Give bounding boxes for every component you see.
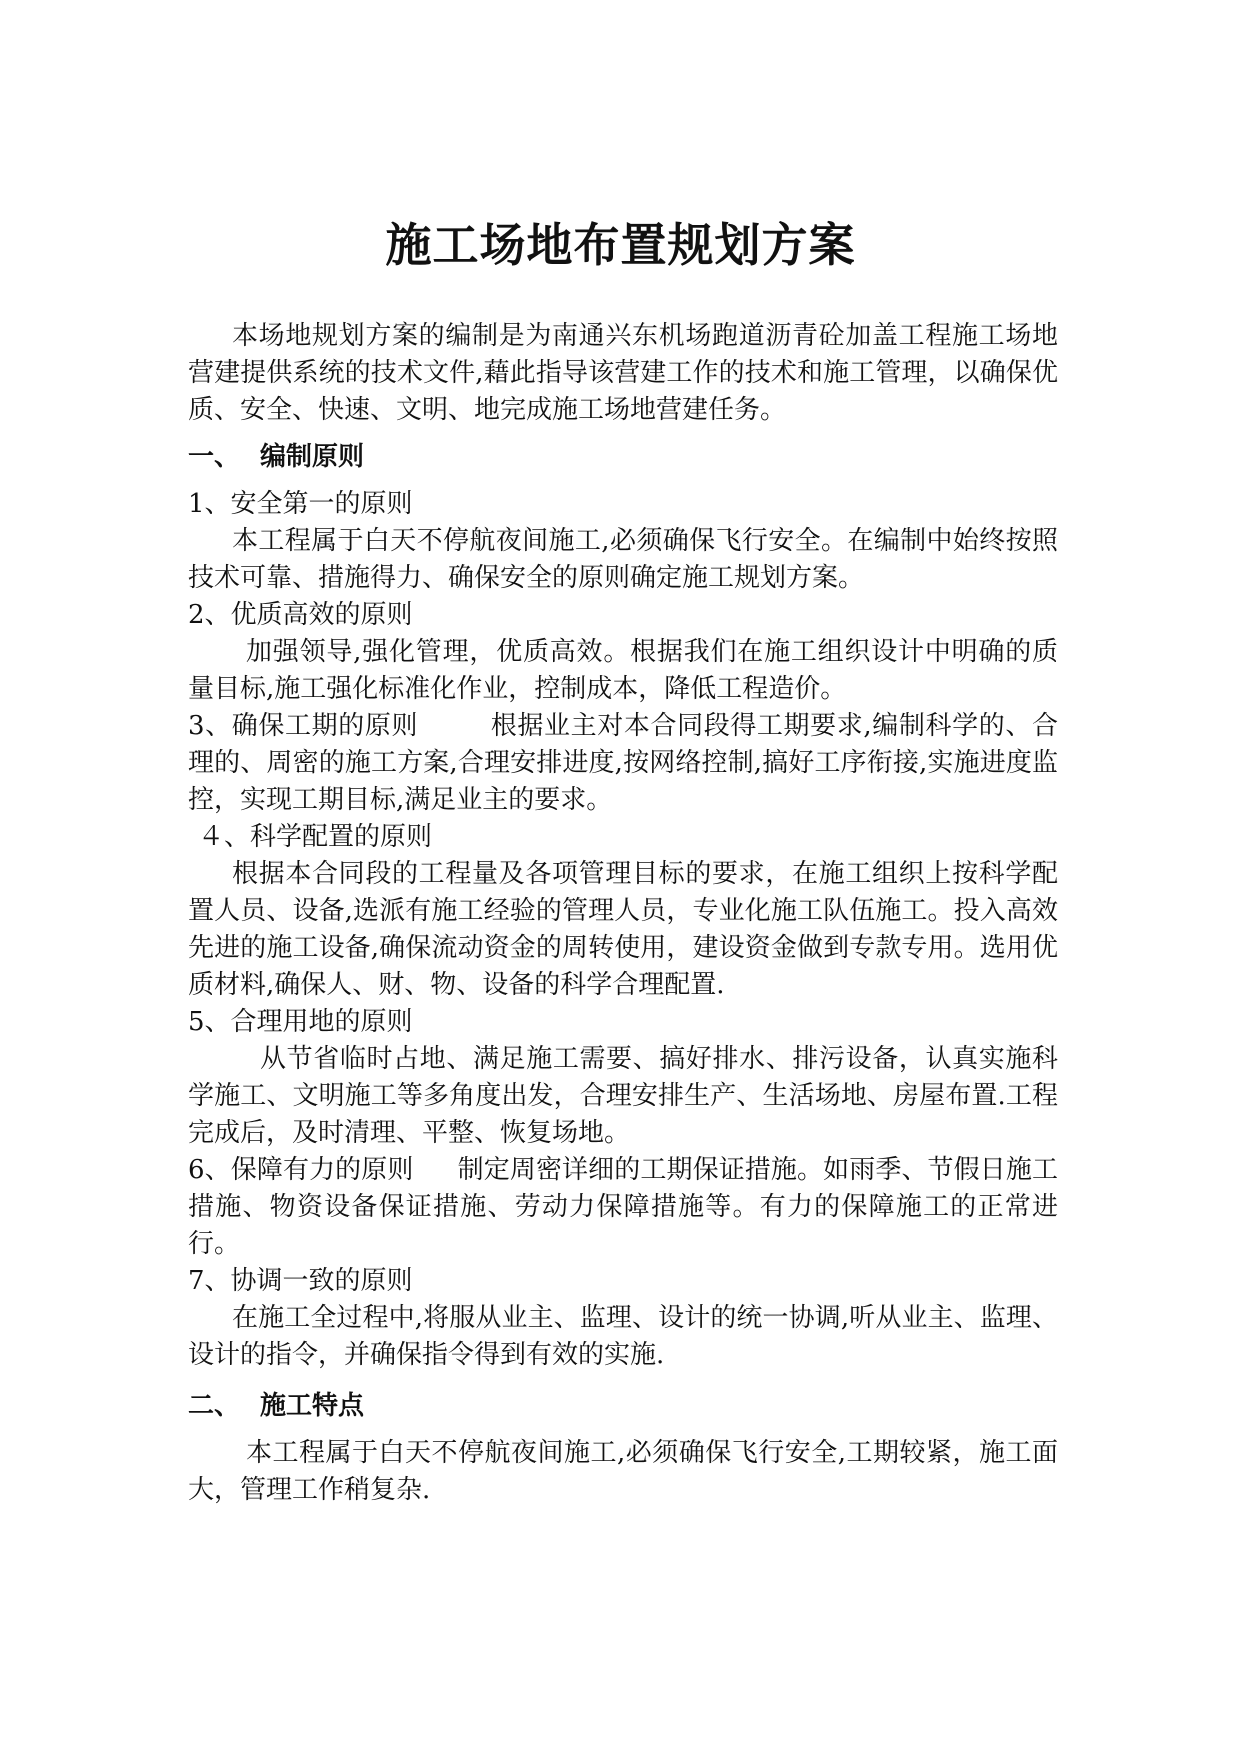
section-2-paragraph: 本工程属于白天不停航夜间施工,必须确保飞行安全,工期较紧，施工面大，管理工作稍复杂. [188,1438,1058,1505]
principle-text: 从节省临时占地、满足施工需要、搞好排水、排污设备，认真实施科学施工、文明施工等多角度出发，合理安排生产、生活场地、房屋布置.工程完成后，及时清理、平整、恢复场地。 [188,1044,1058,1148]
principle-label: 7、协调一致的原则 [188,1266,413,1296]
principle-paragraph [188,1152,1058,1263]
principle-label: 2、优质高效的原则 [188,600,413,630]
principle-text: 本工程属于白天不停航夜间施工,必须确保飞行安全。在编制中始终按照技术可靠、措施得力、确保安全的原则确定施工规划方案。 [188,526,1058,593]
section-number: 二、 [188,1391,241,1421]
principle-label: 6、保障有力的原则 [188,1155,414,1185]
principle-text: 根据业主对本合同段得工期要求,编制科学的、合理的、周密的施工方案,合理安排进度,按网络控制,搞好工序衔接,实施进度监控，实现工期目标,满足业主的要求。 [188,711,1059,815]
section-title: 施工特点 [260,1391,365,1421]
section-title: 编制原则 [260,442,365,472]
principle-label: 5、合理用地的原则 [188,1007,413,1037]
intro-paragraph: 本场地规划方案的编制是为南通兴东机场跑道沥青砼加盖工程施工场地营建提供系统的技术文件,藉此指导该营建工作的技术和施工管理，以确保优质、安全、快速、文明、地完成施工场地营建任务。 [188,321,1058,425]
principle-paragraph [188,708,1058,819]
section-heading-2 [188,1388,1058,1425]
principle-text: 加强领导,强化管理，优质高效。根据我们在施工组织设计中明确的质量目标,施工强化标准化作业，控制成本，降低工程造价。 [188,637,1058,704]
principle-label: 1、安全第一的原则 [188,489,413,519]
section-heading-1 [188,439,1058,476]
section-number: 一、 [188,442,241,472]
principle-text: 制定周密详细的工期保证措施。如雨季、节假日施工措施、物资设备保证措施、劳动力保障措施等。有力的保障施工的正常进行。 [188,1155,1058,1259]
document-body [188,318,1058,1509]
principle-label: 3、确保工期的原则 [188,711,419,741]
principle-text: 根据本合同段的工程量及各项管理目标的要求，在施工组织上按科学配置人员、设备,选派有施工经验的管理人员，专业化施工队伍施工。投入高效先进的施工设备,确保流动资金的周转使用，建设资金做到专款专用。选用优质材料,确保人、财、物、设备的科学合理配置. [188,859,1058,1000]
principle-text: 在施工全过程中,将服从业主、监理、设计的统一协调,听从业主、监理、设计的指令，并确保指令得到有效的实施. [188,1303,1058,1370]
document-title: 施工场地布置规划方案 [385,218,856,272]
principle-label: ４、科学配置的原则 [198,822,433,852]
